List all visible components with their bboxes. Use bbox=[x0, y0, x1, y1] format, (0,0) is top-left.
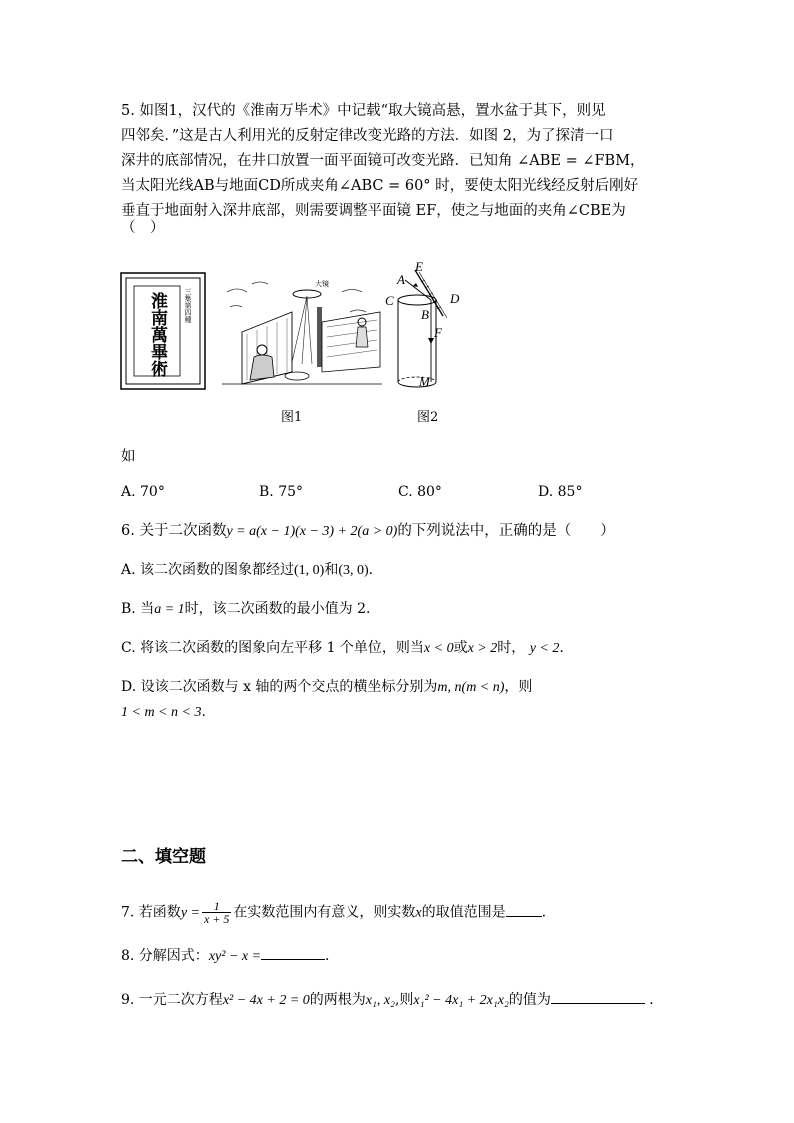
q8-answer-blank bbox=[261, 945, 325, 960]
book-side-text: 三集第四種 bbox=[184, 288, 192, 323]
fig2-caption: 图2 bbox=[417, 410, 439, 425]
q5-option-a: A. 70° bbox=[121, 484, 165, 500]
book-cover-figure bbox=[120, 272, 206, 390]
q7-fraction: $\frac{1}{x + 5}$ bbox=[203, 899, 230, 926]
q7-answer-blank bbox=[506, 902, 542, 917]
q5-option-b: B. 75° bbox=[259, 484, 304, 500]
q6-option-b: B. 当a = 1时，该二次函数的最小值为 2. bbox=[121, 601, 371, 617]
section-title: 二、填空题 bbox=[121, 847, 206, 867]
q5-line-2: 四邻矣．”这是古人利用光的反射定律改变光路的方法．如图 2，为了探清一口 bbox=[121, 128, 614, 144]
fig1-caption: 图1 bbox=[281, 410, 303, 425]
svg-text:大镜: 大镜 bbox=[315, 280, 329, 288]
q5-line-4: 当太阳光线AB与地面CD所成夹角∠ABC = 60° 时，要使太阳光线经反射后刚好 bbox=[121, 178, 639, 194]
q7: 7. 若函数y = $\frac{1}{x + 5}$ 在实数范围内有意义，则实数x的取值范围是 . bbox=[121, 899, 547, 926]
q9: 9. 一元二次方程x² − 4x + 2 = 0的两根为x₁, x₂,则x₁² − 4x₁ + 2x₁x₂的值为 . bbox=[121, 989, 654, 1011]
q5-line-6: （ ） bbox=[121, 220, 165, 236]
q6-stem: 6. 关于二次函数y = a(x − 1)(x − 3) + 2(a > 0)的下列说法中，正确的是（ ） bbox=[121, 523, 615, 539]
stray-text: 如 bbox=[121, 449, 136, 465]
q5-line-5: 垂直于地面射入深井底部，则需要调整平面镜 EF，使之与地面的夹角∠CBE为 bbox=[121, 203, 626, 219]
q5-line-1: 5. 如图1，汉代的《淮南万毕术》中记载“取大镜高悬，置水盆于其下，则见 bbox=[121, 103, 606, 119]
q6-option-d-cont: 1 < m < n < 3. bbox=[121, 704, 206, 720]
q8: 8. 分解因式：xy² − x = . bbox=[121, 945, 330, 967]
svg-text:F: F bbox=[434, 325, 442, 340]
svg-text:C: C bbox=[385, 293, 394, 308]
q9-answer-blank bbox=[551, 989, 645, 1004]
svg-text:M: M bbox=[419, 374, 430, 389]
svg-text:E: E bbox=[415, 259, 423, 274]
book-title-text: 淮南萬畢術 bbox=[147, 292, 167, 377]
q5-option-c: C. 80° bbox=[398, 484, 442, 500]
q6-option-d: D. 设该二次函数与 x 轴的两个交点的横坐标分别为m, n(m < n)，则 bbox=[121, 679, 533, 695]
q5-option-d: D. 85° bbox=[538, 484, 583, 500]
fig2-well-diagram bbox=[383, 258, 473, 398]
svg-text:D: D bbox=[450, 291, 460, 306]
q5-line-3: 深井的底部情况，在井口放置一面平面镜可改变光路．已知角 ∠ABE = ∠FBM， bbox=[121, 153, 645, 169]
q6-option-a: A. 该二次函数的图象都经过(1, 0)和(3, 0). bbox=[121, 562, 374, 578]
svg-text:A: A bbox=[397, 272, 405, 287]
q6-option-c: C. 将该二次函数的图象向左平移 1 个单位，则当x < 0或x > 2时， y < 2. bbox=[121, 640, 564, 656]
fig1-illustration bbox=[222, 272, 382, 390]
svg-text:B: B bbox=[421, 307, 429, 322]
